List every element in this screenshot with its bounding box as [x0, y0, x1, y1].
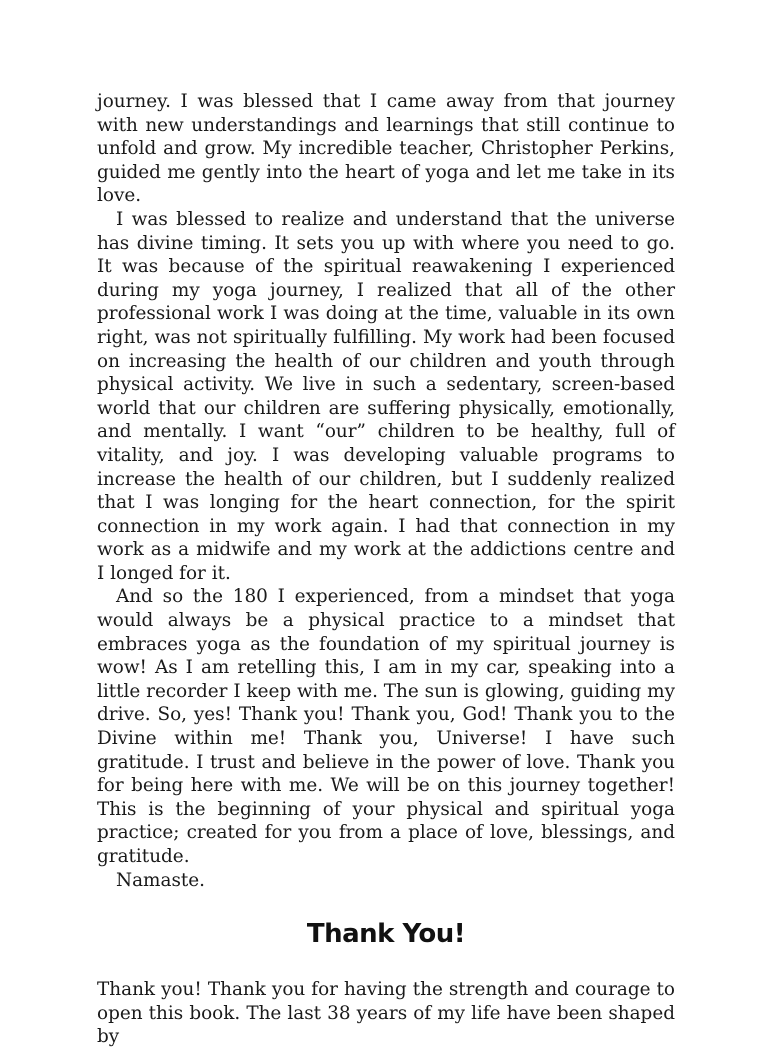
paragraph-continued: journey. I was blessed that I came away from that journey with new understandings and learnings that still continue to unfold and grow. My incredible teacher, Christopher Perkins, guided me gently into the heart of yoga and let me take in its love.	[97, 91, 675, 207]
section-heading: Thank You!	[306, 919, 466, 950]
paragraph-divine-timing: I was blessed to realize and understand that the universe has divine timing. It sets you up with where you need to go. It was because of the spiritual reawakening I experienced during my yoga journey, I realized that all of the other professional work I was doing at the time, valuable in its own right, was not spiritually fulfilling. My work had been focused on increasing the health of our children and youth through physical activity. We live in such a sedentary, screen-based world that our children are suffering physically, emotionally, and mentally. I want “our” children to be healthy, full of vitality, and joy. I was developing valuable programs to increase the health of our children, but I suddenly realized that I was longing for the heart connection, for the spirit connection in my work again. I had that connection in my work as a midwife and my work at the addictions centre and I longed for it.	[97, 208, 675, 584]
paragraph-thank-you: Thank you! Thank you for having the strength and courage to open this book. The last 38 years of my life have been shaped by	[97, 979, 675, 1048]
paragraph-the-180: And so the 180 I experienced, from a mindset that yoga would always be a physical practice to a mindset that embraces yoga as the foundation of my spiritual journey is wow! As I am retelling this, I am in my car, speaking into a little recorder I keep with me. The sun is glowing, guiding my drive. So, yes! Thank you! Thank you, God! Thank you to the Divine within me! Thank you, Universe! I have such gratitude. I trust and believe in the power of love. Thank you for being here with me. We will be on this journey together! This is the beginning of your physical and spiritual yoga practice; created for you from a place of love, blessings, and gratitude.	[97, 586, 675, 867]
paragraph-namaste: Namaste.	[116, 869, 206, 891]
book-page	[97, 90, 675, 1049]
